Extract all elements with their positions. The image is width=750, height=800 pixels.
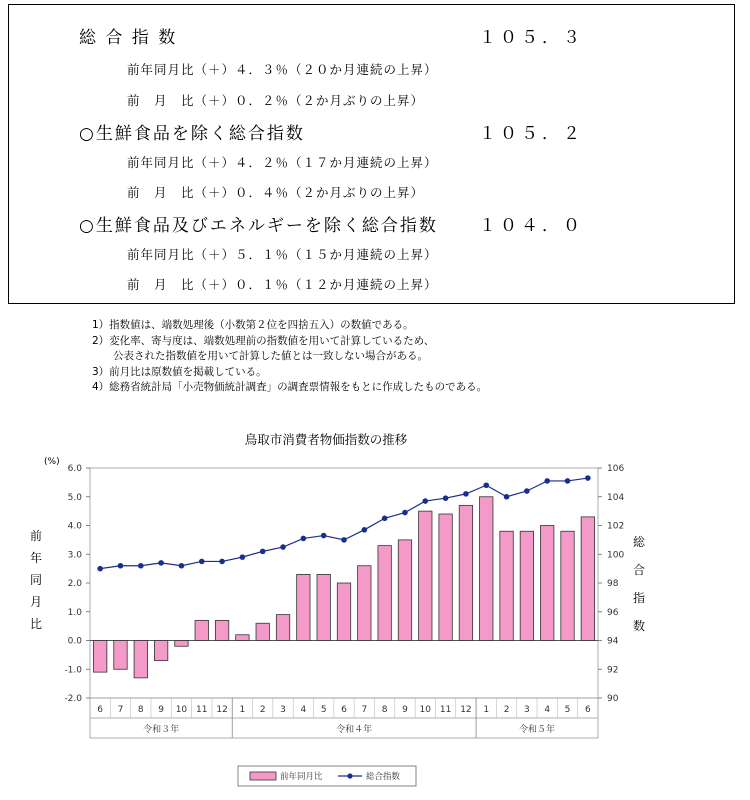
category-label: 4 — [300, 705, 307, 715]
group-label: 令和４年 — [336, 725, 373, 735]
category-label: 1 — [239, 705, 246, 715]
category-label: 8 — [137, 705, 144, 715]
note-3: 3）前月比は原数値を掲載している。 — [92, 365, 267, 378]
category-label: 5 — [564, 705, 571, 715]
point-index — [382, 516, 388, 522]
bar-yoy — [419, 511, 432, 640]
section-title-core-core: ○生鮮食品及びエネルギーを除く総合指数 — [79, 216, 438, 236]
left-tick-label: 6.0 — [67, 464, 82, 474]
category-label: 10 — [419, 705, 432, 715]
point-index — [97, 566, 103, 572]
legend-swatch-bar — [250, 772, 276, 780]
bar-yoy — [256, 623, 269, 640]
point-index — [565, 478, 571, 484]
section-value-core: １０５．２ — [479, 124, 584, 144]
point-index — [524, 488, 530, 494]
category-label: 12 — [216, 705, 228, 715]
bar-yoy — [154, 641, 167, 661]
left-tick-label: 2.0 — [67, 579, 82, 589]
right-tick-label: 104 — [607, 492, 625, 503]
line-index — [100, 478, 588, 569]
note-4: 4）総務省統計局「小売物価統計調査」の調査票情報をもとに作成したものである。 — [92, 381, 488, 393]
bar-yoy — [480, 497, 493, 641]
category-label: 5 — [320, 705, 327, 715]
point-index — [179, 563, 185, 569]
point-index — [362, 527, 368, 533]
left-tick-label: 1.0 — [67, 607, 82, 618]
right-tick-label: 100 — [607, 550, 625, 561]
note-2-continued: 公表された指数値を用いて計算した値とは一致しない場合がある。 — [92, 350, 428, 362]
section-line-yoy-core-core: 前年同月比（＋）５．１％（１５か月連続の上昇） — [127, 247, 438, 262]
section-title-general: 総 合 指 数 — [79, 28, 178, 48]
left-tick-label: 0.0 — [67, 636, 82, 647]
category-label: 2 — [259, 705, 266, 715]
category-label: 8 — [381, 705, 388, 715]
point-index — [422, 498, 428, 504]
category-label: 6 — [341, 705, 347, 715]
point-index — [158, 560, 164, 566]
point-index — [219, 559, 225, 565]
point-index — [544, 478, 550, 484]
bar-yoy — [581, 517, 594, 641]
point-index — [199, 559, 205, 565]
bar-yoy — [93, 641, 106, 673]
point-index — [260, 549, 266, 555]
bar-yoy — [276, 615, 289, 641]
right-tick-label: 102 — [607, 521, 625, 532]
category-label: 6 — [584, 705, 591, 715]
legend-label-line: 総合指数 — [366, 772, 401, 782]
category-label: 9 — [402, 705, 408, 715]
point-index — [301, 536, 307, 542]
category-label: 11 — [196, 705, 208, 715]
point-index — [280, 544, 286, 550]
bar-yoy — [561, 531, 574, 640]
bar-yoy — [236, 635, 249, 641]
bar-yoy — [459, 505, 472, 640]
left-axis-label: 前 年 同 月 比 — [29, 529, 42, 631]
legend-label-bar: 前年同月比 — [280, 772, 323, 782]
bar-yoy — [317, 574, 330, 640]
category-label: 3 — [524, 705, 530, 715]
point-index — [585, 475, 591, 481]
bar-yoy — [215, 620, 228, 640]
bar-yoy — [398, 540, 411, 641]
bar-yoy — [540, 526, 553, 641]
section-line-mom-core-core: 前 月 比（＋）０．１％（１２か月連続の上昇） — [127, 277, 438, 292]
left-axis-unit: (%) — [44, 457, 60, 467]
bar-yoy — [195, 620, 208, 640]
right-tick-label: 90 — [607, 694, 619, 704]
section-line-yoy-general: 前年同月比（＋）４．３％（２０か月連続の上昇） — [127, 62, 438, 77]
left-tick-label: 4.0 — [67, 521, 82, 532]
section-line-yoy-core: 前年同月比（＋）４．２％（１７か月連続の上昇） — [127, 155, 438, 170]
category-label: 6 — [97, 705, 104, 715]
category-label: 12 — [460, 705, 472, 715]
bar-yoy — [439, 514, 452, 641]
point-index — [463, 491, 469, 497]
point-index — [118, 563, 124, 569]
legend — [238, 766, 416, 786]
category-label: 10 — [175, 705, 188, 715]
bar-yoy — [520, 531, 533, 640]
note-2: 2）変化率、寄与度は、端数処理前の指数値を用いて計算しているため、 — [92, 334, 435, 347]
point-index — [138, 563, 144, 569]
right-tick-label: 92 — [607, 665, 619, 676]
plot-area — [64, 464, 624, 738]
category-label: 2 — [503, 705, 510, 715]
bar-yoy — [500, 531, 513, 640]
point-index — [483, 482, 489, 488]
left-tick-label: -2.0 — [64, 694, 82, 704]
bar-yoy — [114, 641, 127, 670]
bar-yoy — [337, 583, 350, 641]
right-tick-label: 98 — [607, 579, 619, 589]
bar-yoy — [297, 574, 310, 640]
category-label: 11 — [439, 705, 452, 715]
category-label: 9 — [158, 705, 164, 715]
group-label: 令和５年 — [519, 725, 556, 735]
point-index — [240, 554, 246, 560]
right-tick-label: 106 — [607, 464, 625, 474]
legend-swatch-point — [347, 773, 352, 778]
bar-yoy — [175, 641, 188, 647]
section-line-mom-core: 前 月 比（＋）０．４％（２か月ぶりの上昇） — [127, 185, 425, 200]
right-axis-label: 総 合 指 数 — [632, 535, 645, 633]
note-1: 1）指数値は、端数処理後（小数第２位を四捨五入）の数値である。 — [92, 319, 414, 331]
section-title-core: ○生鮮食品を除く総合指数 — [79, 124, 305, 144]
right-tick-label: 96 — [607, 607, 619, 618]
section-value-core-core: １０４．０ — [479, 216, 584, 236]
category-label: 1 — [483, 705, 490, 715]
point-index — [402, 510, 408, 516]
bar-yoy — [134, 641, 147, 678]
section-value-general: １０５．３ — [479, 28, 584, 48]
summary-box — [8, 4, 735, 304]
notes — [92, 318, 487, 396]
bar-yoy — [378, 546, 391, 641]
right-tick-label: 94 — [607, 636, 619, 647]
point-index — [443, 495, 449, 501]
point-index — [504, 494, 510, 500]
bar-yoy — [358, 566, 371, 641]
point-index — [321, 533, 327, 539]
category-label: 7 — [361, 705, 368, 715]
section-line-mom-general: 前 月 比（＋）０．２％（２か月ぶりの上昇） — [127, 93, 425, 108]
category-label: 4 — [544, 705, 551, 715]
group-label: 令和３年 — [143, 725, 180, 735]
category-label: 7 — [117, 705, 124, 715]
category-label: 3 — [280, 705, 286, 715]
left-tick-label: -1.0 — [64, 665, 82, 676]
left-tick-label: 5.0 — [67, 492, 82, 503]
chart-title: 鳥取市消費者物価指数の推移 — [244, 432, 408, 447]
left-tick-label: 3.0 — [67, 550, 82, 561]
point-index — [341, 537, 347, 543]
